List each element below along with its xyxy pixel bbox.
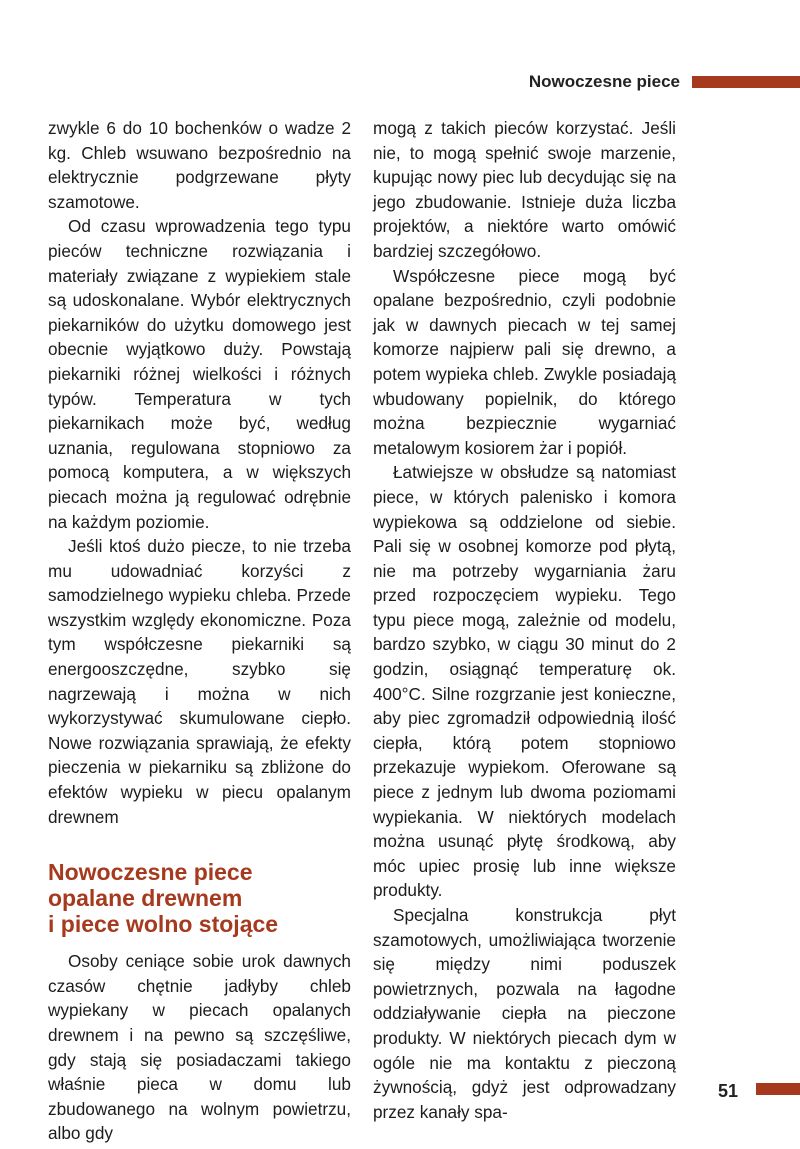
section-heading-line: i piece wolno stojące [48, 911, 279, 938]
right-column [373, 116, 676, 1124]
left-column [48, 116, 351, 1146]
paragraph: Specjalna konstrukcja płyt szamotowych, umożliwiająca tworzenie się między nimi poduszek powietrznych, pozwala na łagodne oddziaływanie ciepła na pieczone produkty. W niektórych piecach dym w ogóle nie ma kontaktu z pieczoną żywnością, gdyż jest odprowadzany przez kanały spa- [373, 905, 676, 1122]
running-head: Nowoczesne piece [528, 72, 680, 91]
paragraph: zwykle 6 do 10 bochenków o wadze 2 kg. Chleb wsuwano bezpośrednio na elektrycznie podgrzewane płyty szamotowe. [48, 118, 351, 212]
paragraph: mogą z takich pieców korzystać. Jeśli nie, to mogą spełnić swoje marzenie, kupując nowy piec lub decydując się na jego zbudowanie. Istnieje duża liczba projektów, a niektóre warto omówić bardziej szczegółowo. [373, 118, 676, 261]
paragraph: Od czasu wprowadzenia tego typu pieców techniczne rozwiązania i materiały związane z wypiekiem stale są udoskonalane. Wybór elektrycznych piekarników do użytku domowego jest obecnie wyjątkowo duży. Powstają piekarniki różnej wielkości i różnych typów. Temperatura w tych piekarnikach może być, według uznania, regulowana stopniowo za pomocą komputera, a w większych piecach można ją regulować odrębnie na każdym poziomie. [48, 216, 351, 532]
paragraph: Łatwiejsze w obsłudze są natomiast piece, w których palenisko i komora wypiekowa są oddzielone od siebie. Pali się w osobnej komorze pod płytą, nie ma potrzeby wygarniania żaru przed rozpoczęciem wypieku. Tego typu piece mogą, zależnie od modelu, bardzo szybko, w ciągu 30 minut do 2 godzin, osiągnąć temperaturę ok. 400°C. Silne rozgrzanie jest konieczne, aby piec zgromadził odpowiednią ilość ciepła, którą potem stopniowo przekazuje wypiekom. Oferowane są piece z jednym lub dwoma poziomami wypiekania. W niektórych modelach można usunąć płytę środkową, aby móc upiec prosię lub inne większe produkty. [373, 462, 676, 901]
section-heading-line: opalane drewnem [48, 885, 243, 912]
header-accent-bar [692, 76, 800, 88]
footer-accent-bar [756, 1083, 800, 1095]
page-number: 51 [718, 1081, 739, 1101]
section-heading-line: Nowoczesne piece [48, 859, 253, 886]
paragraph: Współczesne piece mogą być opalane bezpośrednio, czyli podobnie jak w dawnych piecach w tej samej komorze najpierw pali się drewno, a potem wypieka chleb. Zwykle posiadają wbudowany popielnik, do którego można bezpiecznie wygarniać metalowym kosiorem żar i popiół. [373, 265, 676, 458]
section-heading [48, 859, 351, 937]
paragraph: Osoby ceniące sobie urok dawnych czasów chętnie jadłyby chleb wypiekany w piecach opalanych drewnem i na pewno są szczęśliwe, gdy stają się posiadaczami takiego właśnie pieca w domu lub zbudowanego na wolnym powietrzu, albo gdy [48, 951, 351, 1144]
paragraph: Jeśli ktoś dużo piecze, to nie trzeba mu udowadniać korzyści z samodzielnego wypieku chleba. Przede wszystkim względy ekonomiczne. Poza tym współczesne piekarniki są energooszczędne, szybko się nagrzewają i można w nich wykorzystywać skumulowane ciepło. Nowe rozwiązania sprawiają, że efekty pieczenia w piekarniku są zbliżone do efektów wypieku w piecu opalanym drewnem [48, 536, 351, 827]
